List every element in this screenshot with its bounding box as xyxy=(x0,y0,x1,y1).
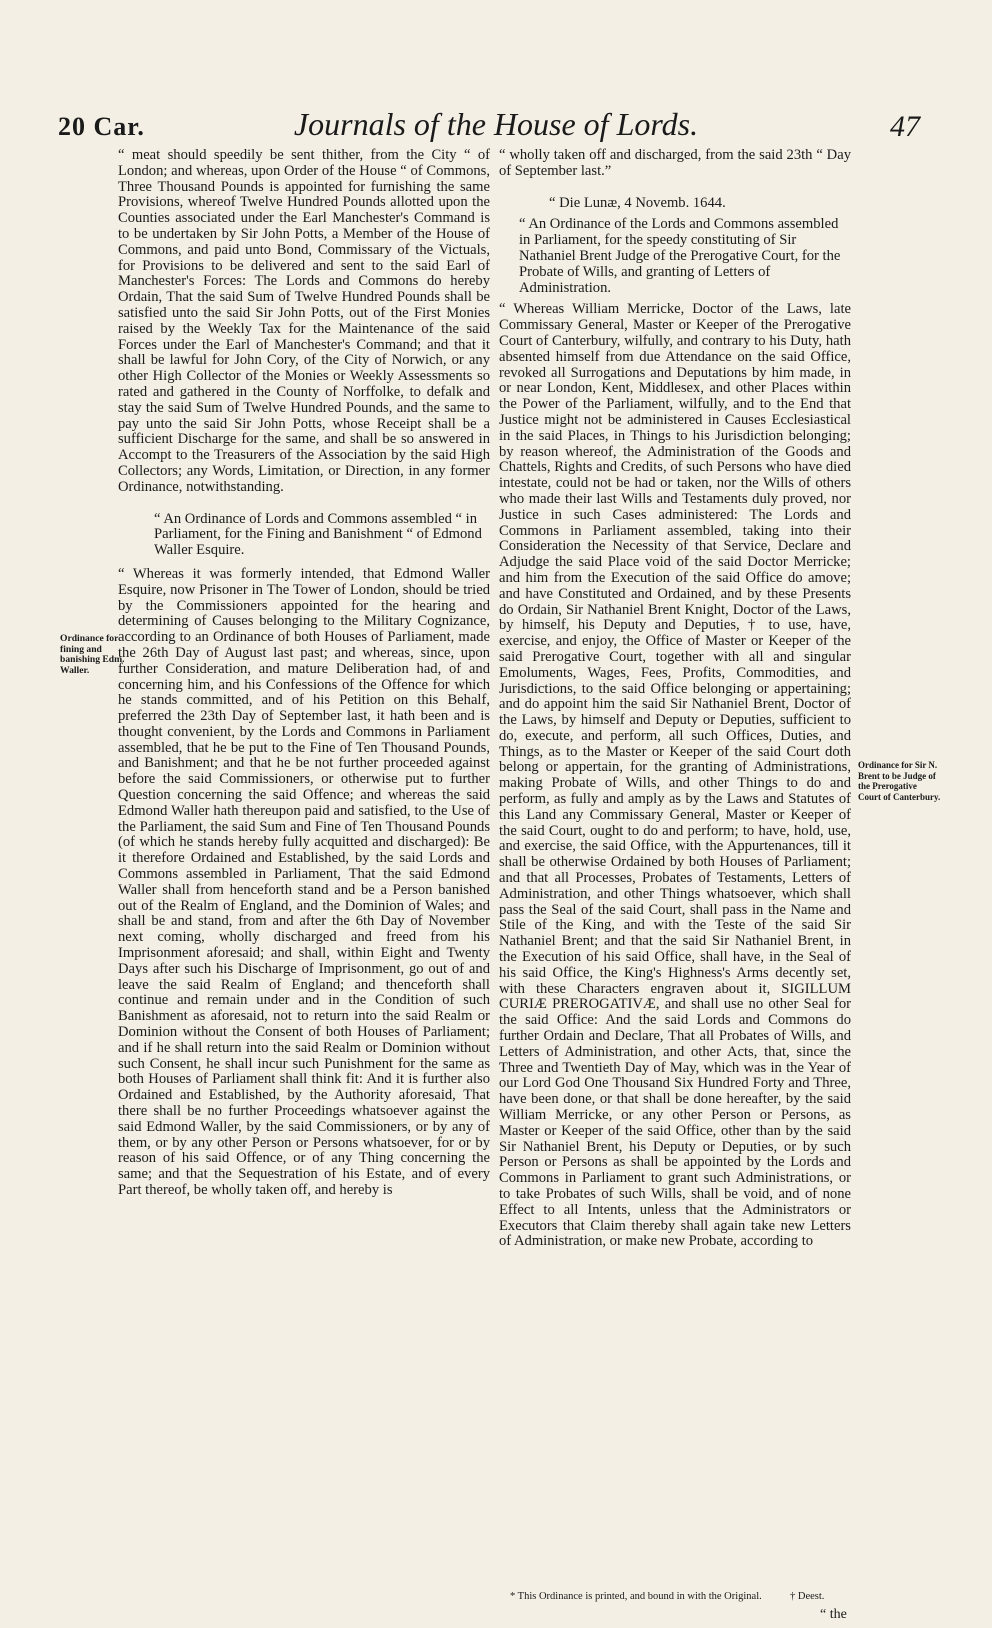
page-title: Journals of the House of Lords. xyxy=(293,106,699,142)
page-number: 47 xyxy=(890,110,920,143)
footnote-text: * This Ordinance is printed, and bound in with the Original. xyxy=(510,1591,762,1602)
paragraph: “ Whereas William Merricke, Doctor of the Laws, late Commissary General, Master or Keeper of the Prerogative Court of Canterbury, wilfully, and contrary to his Duty, hath absented himself from due Attendance on the said Office, revoked all Surrogations and Deputations by him made, in or near London, Kent, Middlesex, and other Places within the Power of the Parliament, wilfully, and to the End that Justice might not be administered in Causes Ecclesiastical in the said Places, in Things to his Jurisdiction belonging; by reason whereof, the Administration of the Goods and Chattels, Rights and Credits, of such Persons who have died intestate, could not be had or taken, nor the Wills of others who made their last Wills and Testaments duly proved, nor Justice in such Cases administered: The Lords and Commons in Parliament assembled, taking into their Consideration the Necessity of that Service, Declare and Adjudge the said Place void of the said Doctor Merricke; and him from the Execution of the said Office do amove; and have Constituted and Ordained, and by these Presents do Ordain, Sir Nathaniel Brent Knight, Doctor of the Laws, by himself, his Deputy and Deputies, † to use, have, exercise, and enjoy, the Office of Master or Keeper of the said Prerogative Court, together with all and singular Emoluments, Wages, Fees, Profits, Commodities, and Jurisdictions, to the said Office belonging or appertaining; and do appoint him the said Sir Nathaniel Brent, Doctor of the Laws, by himself and Deputy or Deputies, sufficient to do, execute, and perform, all such Offices, Duties, and Things, as to the Master or Keeper of the said Court doth belong or appertain, for the granting of Administrations, making Probate of Wills, and other Things to do and perform, as fully and amply as by the Laws and Statutes of this Land any Commissary General, Master or Keeper of the said Court, ought to do and perform; to have, hold, use, and exercise, the said Office, with the Appurtenances, till it shall be otherwise Ordained by both Houses of Parliament; and that all Processes, Probates of Testaments, Letters of Administration, and other Things whatsoever, which shall pass the Seal of the said Court, shall pass in the Name and Stile of the King, and with the Teste of the said Sir Nathaniel Brent; and that the said Sir Nathaniel Brent, in the Execution of his said Office, shall have, in the Seal of his said Office, the King's Highness's Arms decently set, with these Characters engraven about it, SIGILLUM CURIÆ PREROGATIVÆ, and shall use no other Seal for the said Office: And the said Lords and Commons do further Ordain and Declare, That all Probates of Wills, and Letters of Administration, and other Acts, that, since the Three and Twentieth Day of May, which was in the Year of our Lord God One Thousand Six Hundred Forty and Three, have been done, or that shall be done hereafter, by the said William Merricke, or any other Person or Persons, as Master or Keeper of the said Office, other than by the said Sir Nathaniel Brent, his Deputy or Deputies, or by such Person or Persons as shall be appointed by the Lords and Commons in Parliament to grant such Administrations, or to take Probates of such Wills, shall be void, and of none Effect to all Intents, unless that the Administrators or Executors that Claim thereby shall again take new Letters of Administration, or make new Probate, according to xyxy=(499,301,851,1250)
ordinance-title: “ An Ordinance of Lords and Commons assembled “ in Parliament, for the Fining and Banishment “ of Edmond Waller Esquire. xyxy=(154,510,482,559)
footnote xyxy=(510,1591,850,1602)
page-header xyxy=(0,0,992,150)
catchword: “ the xyxy=(820,1607,847,1622)
margin-note-left: Ordinance for fining and banishing Edm. Waller. xyxy=(60,633,125,676)
regnal-year: 20 Car. xyxy=(58,112,145,141)
ordinance-title: “ An Ordinance of the Lords and Commons assembled in Parliament, for the speedy constituting of Sir Nathaniel Brent Judge of the Prerogative Court, for the Probate of Wills, and granting of Letters of Administration. xyxy=(519,216,841,296)
paragraph: “ Whereas it was formerly intended, that Edmond Waller Esquire, now Prisoner in The Tower of London, should be tried by the Commissioners appointed for the hearing and determining of Causes belonging to the Military Cognizance, according to an Ordinance of both Houses of Parliament, made the 26th Day of August last past; and whereas, since, upon further Consideration, and mature Deliberation had, of and concerning him, and his Confessions of the Offence for which he stands committed, and of his Petition on this Behalf, preferred the 23th Day of September last, it hath been and is thought convenient, by the Lords and Commons in Parliament assembled, that he be put to the Fine of Ten Thousand Pounds, and Banishment; and that he be not further proceeded against before the said Commissioners, or otherwise put to further Question concerning the said Offence; and whereas the said Edmond Waller hath thereupon paid and satisfied, to the Use of the Parliament, the said Sum and Fine of Ten Thousand Pounds (of which he stands hereby fully acquitted and discharged): Be it therefore Ordained and Established, by the said Lords and Commons assembled in Parliament, That the said Edmond Waller shall from henceforth stand and be a Person banished out of the Realm of England, and the Dominion of Wales; and shall be and stand, from and after the 6th Day of November next coming, wholly discharged and freed from his Imprisonment aforesaid; and shall, within Eight and Twenty Days after such his Discharge of Imprisonment, go out of and leave the said Realm of England; and thenceforth shall continue and remain under and in the Condition of such Banishment as aforesaid, not to return into the said Realm or Dominion without the Consent of both Houses of Parliament; and if he shall return into the said Realm or Dominion without such Consent, he shall incur such Punishment for the same as both Houses of Parliament shall think fit: And it is further also Ordained and Established, by the Authority aforesaid, That there shall be no further Proceedings whatsoever against the said Edmond Waller, by the said Commissioners, or by any of them, or by any other Person or Persons whatsoever, for or by reason of his said Offence, or of any Thing concerning the same; and that the Sequestration of his Estate, and of every Part thereof, be wholly taken off, and hereby is xyxy=(118,565,490,1198)
margin-note-right: Ordinance for Sir N. Brent to be Judge of the Prerogative Court of Canterbury. xyxy=(858,760,941,802)
right-column xyxy=(499,148,851,1250)
date-heading: “ Die Lunæ, 4 Novemb. 1644. xyxy=(549,194,726,211)
paragraph: “ wholly taken off and discharged, from the said 23th “ Day of September last.” xyxy=(499,147,851,179)
left-column xyxy=(118,148,490,1199)
paragraph: “ meat should speedily be sent thither, from the City “ of London; and whereas, upon Order of the House “ of Commons, Three Thousand Pounds is appointed for furnishing the same Provisions, whereof Twelve Hundred Pounds allotted upon the Counties associated under the Earl Manchester's Command is to be undertaken by Sir John Potts, a Member of the House of Commons, and paid unto Bond, Commissary of the Victuals, for Provisions to be delivered and sent to the said Earl of Manchester's Forces: The Lords and Commons do hereby Ordain, That the said Sum of Twelve Hundred Pounds shall be satisfied unto the said Sir John Potts, out of the First Monies raised by the Weekly Tax for the Maintenance of the said Forces under the Earl of Manchester's Command; and that it shall be lawful for John Cory, of the City of Norwich, or any other High Collector of the Monies or Weekly Assessments so rated and gathered in the County of Norffolke, to defalk and stay the said Sum of Twelve Hundred Pounds, and the same to pay unto the said Sir John Potts, whose Receipt shall be a sufficient Discharge for the same, and shall be so answered in Accompt to the Treasurers of the Association by the said High Collectors; any Words, Limitation, or Direction, in any former Ordinance, notwithstanding. xyxy=(118,147,490,495)
footnote-dagger: † Deest. xyxy=(790,1591,825,1602)
